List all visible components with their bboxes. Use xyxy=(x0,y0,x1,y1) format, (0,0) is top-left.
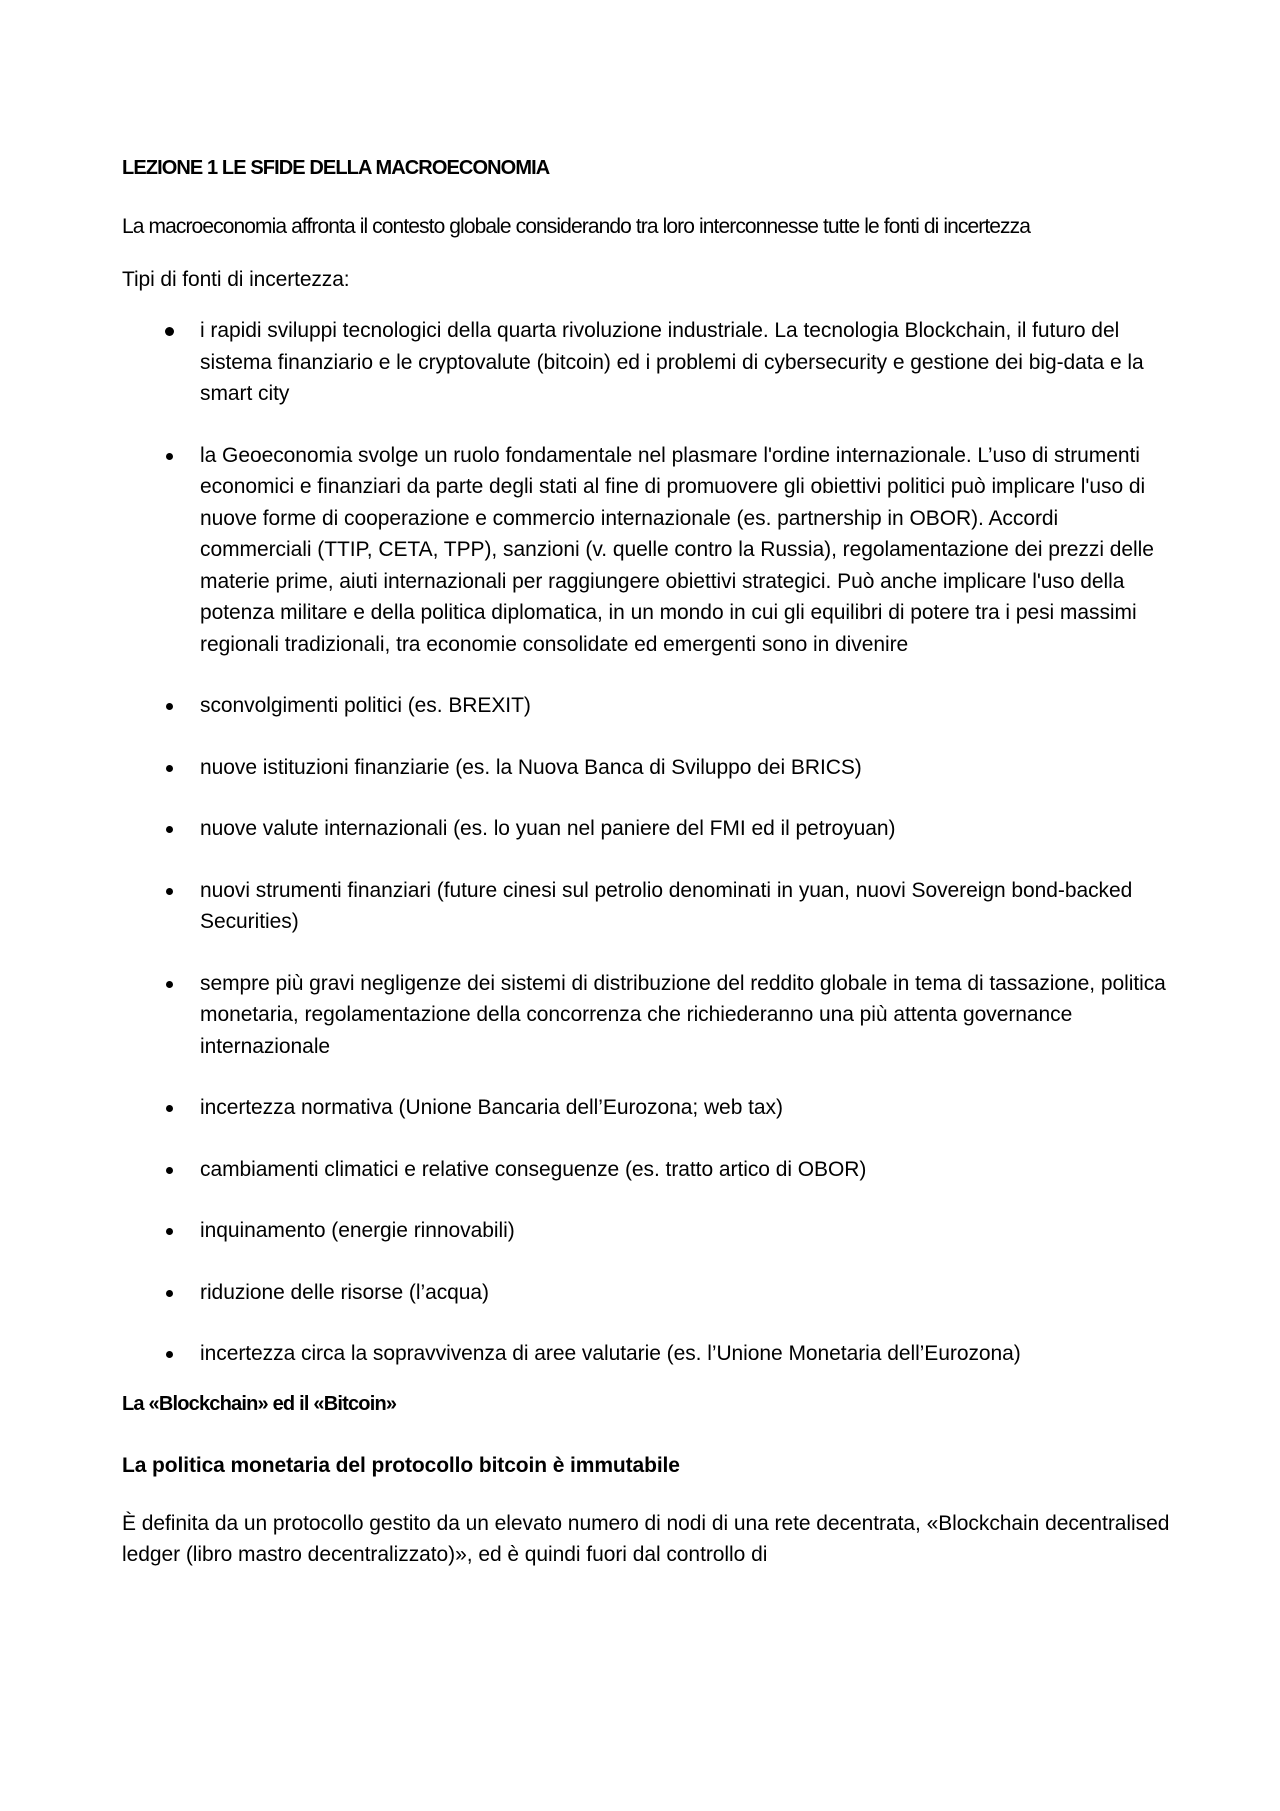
list-item-text: inquinamento (energie rinnovabili) xyxy=(200,1219,515,1242)
list-item-text: nuovi strumenti finanziari (future cinesi sul petrolio denominati in yuan, nuovi Sovereign bond-backed Securities) xyxy=(200,878,1133,933)
list-item-text: incertezza normativa (Unione Bancaria dell’Eurozona; web tax) xyxy=(200,1096,783,1119)
monetary-policy-paragraph: È definita da un protocollo gestito da un elevato numero di nodi di una rete decentrata, «Blockchain decentralised ledger (libro mastro decentralizzato)», ed è quindi fuori dal controllo di xyxy=(122,1511,1170,1566)
list-item xyxy=(122,315,1172,410)
bullet-icon xyxy=(166,703,173,710)
list-item-text: sempre più gravi negligenze dei sistemi di distribuzione del reddito globale in tema di tassazione, politica monetaria, regolamentazione della concorrenza che richiederanno una più attenta governance internazionale xyxy=(200,971,1166,1058)
bullet-icon xyxy=(165,327,174,336)
list-item xyxy=(122,752,1172,784)
list-item xyxy=(122,1092,1172,1124)
list-item xyxy=(122,440,1172,661)
list-item xyxy=(122,1215,1172,1247)
list-item xyxy=(122,813,1172,845)
list-item-text: i rapidi sviluppi tecnologici della quarta rivoluzione industriale. La tecnologia Blockchain, il futuro del sistema finanziario e le cryptovalute (bitcoin) ed i problemi di cybersecurity e gestione dei big-data e la smart city xyxy=(200,319,1144,405)
list-item-text: nuove valute internazionali (es. lo yuan nel paniere del FMI ed il petroyuan) xyxy=(200,817,896,840)
bullet-icon xyxy=(166,1290,173,1297)
document-body xyxy=(122,152,1172,1571)
bullet-icon xyxy=(166,1105,173,1112)
list-item xyxy=(122,875,1172,938)
bullet-icon xyxy=(166,981,173,988)
list-item-text: sconvolgimenti politici (es. BREXIT) xyxy=(200,694,531,717)
list-item xyxy=(122,1338,1172,1370)
section-heading-monetary-policy: La politica monetaria del protocollo bitcoin è immutabile xyxy=(122,1453,680,1477)
bullet-icon xyxy=(166,1228,173,1235)
list-item xyxy=(122,968,1172,1063)
list-item-text: riduzione delle risorse (l’acqua) xyxy=(200,1280,489,1304)
bullet-icon xyxy=(166,1167,173,1174)
sources-list-label: Tipi di fonti di incertezza: xyxy=(122,268,350,291)
bullet-icon xyxy=(166,888,173,895)
list-item xyxy=(122,690,1172,722)
list-item-text: cambiamenti climatici e relative conseguenze (es. tratto artico di OBOR) xyxy=(200,1157,867,1181)
uncertainty-sources-list xyxy=(122,315,1172,1370)
list-item-text: nuove istituzioni finanziarie (es. la Nuova Banca di Sviluppo dei BRICS) xyxy=(200,755,862,779)
bullet-icon xyxy=(166,453,173,460)
list-item-text: la Geoeconomia svolge un ruolo fondamentale nel plasmare l'ordine internazionale. L’uso di strumenti economici e finanziari da parte degli stati al fine di promuovere gli obiettivi politici può implicare l'uso di nuove forme di cooperazione e commercio internazionale (es. partnership in OBOR). Accordi commerciali (TTIP, CETA, TPP), sanzioni (v. quelle contro la Russia), regolamentazione dei prezzi delle materie prime, aiuti internazionali per raggiungere obiettivi strategici. Può anche implicare l'uso della potenza militare e della politica diplomatica, in un mondo in cui gli equilibri di potere tra i pesi massimi regionali tradizionali, tra economie consolidate ed emergenti sono in divenire xyxy=(200,443,1154,656)
intro-paragraph: La macroeconomia affronta il contesto globale considerando tra loro interconnesse tutte le fonti di incertezza xyxy=(122,215,1031,238)
list-item xyxy=(122,1277,1172,1309)
lesson-title: LEZIONE 1 LE SFIDE DELLA MACROECONOMIA xyxy=(122,157,550,179)
bullet-icon xyxy=(166,765,173,772)
bullet-icon xyxy=(166,826,173,833)
bullet-icon xyxy=(166,1351,173,1358)
section-heading-blockchain: La «Blockchain» ed il «Bitcoin» xyxy=(122,1392,397,1415)
list-item xyxy=(122,1154,1172,1186)
list-item-text: incertezza circa la sopravvivenza di aree valutarie (es. l’Unione Monetaria dell’Eurozona) xyxy=(200,1342,1021,1365)
